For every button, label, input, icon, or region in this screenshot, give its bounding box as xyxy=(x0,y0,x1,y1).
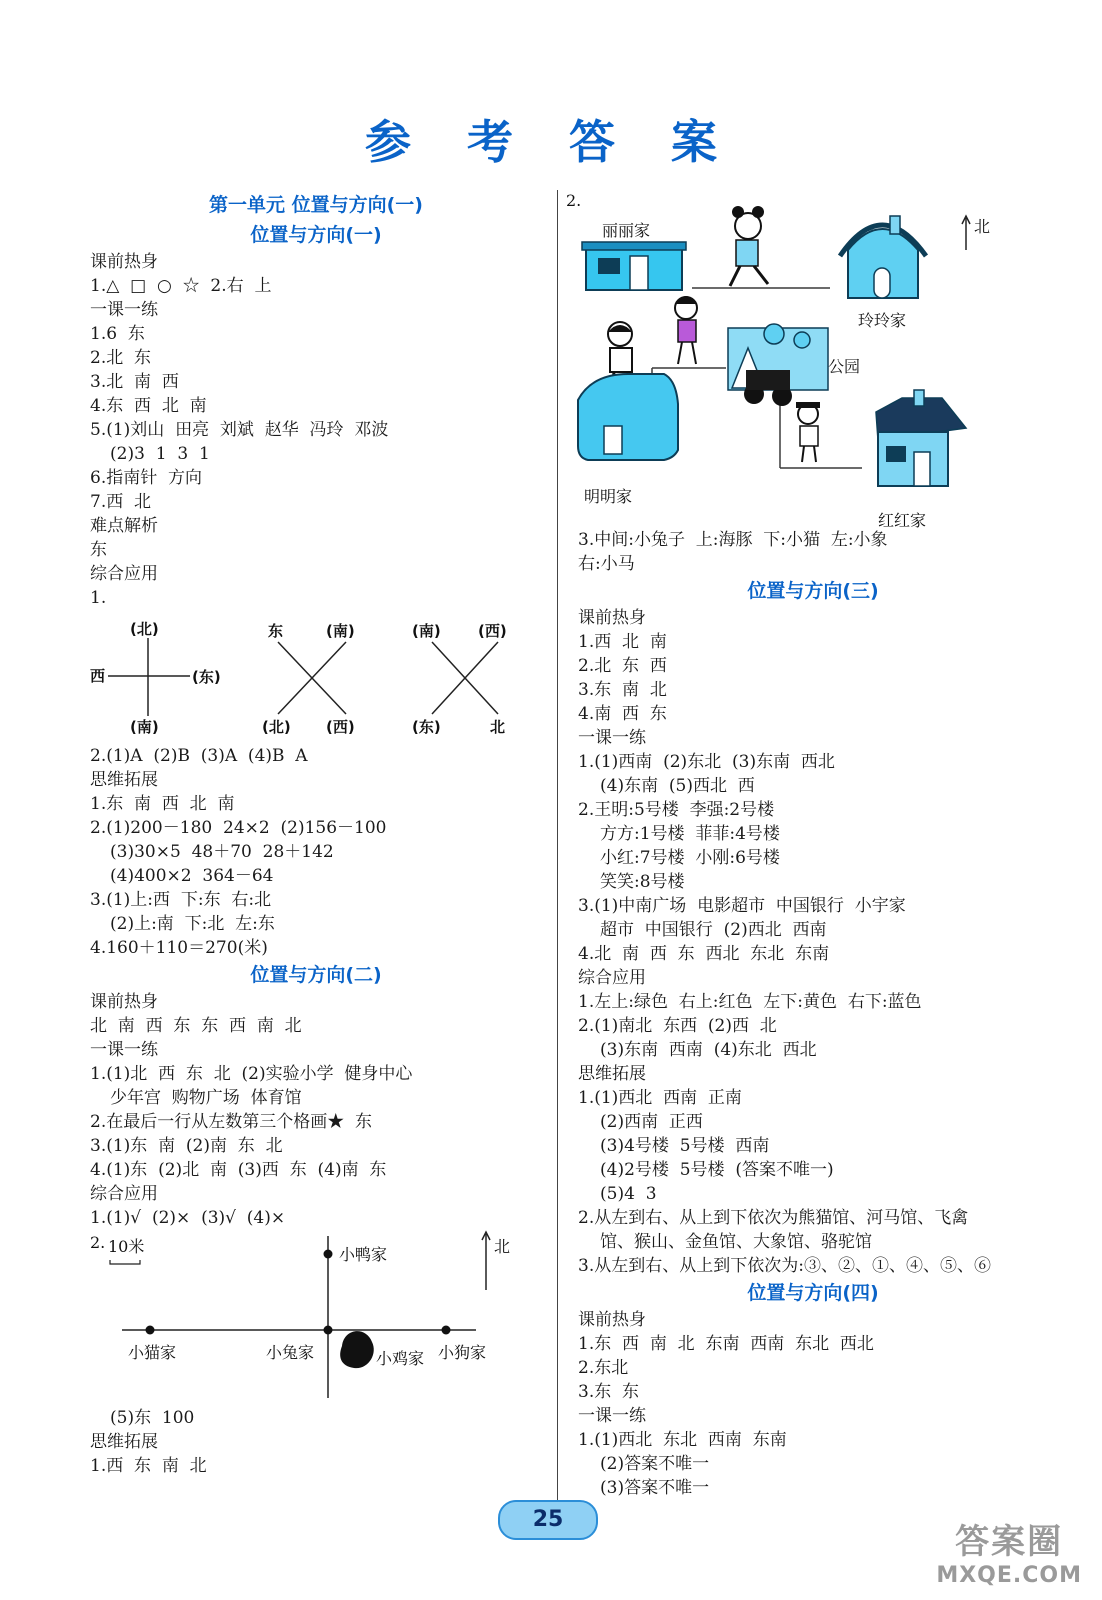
answer-line: (3)30×5 48＋70 28＋142 xyxy=(110,842,334,862)
compass1-east-label: (东) xyxy=(192,668,221,686)
map-figure xyxy=(90,1230,542,1406)
answer-line: 2.(1)南北 东西 (2)西 北 xyxy=(578,1016,777,1036)
answer-line: 2.北 东 xyxy=(90,348,152,368)
answer-line: (4)2号楼 5号楼 (答案不唯一) xyxy=(600,1160,834,1180)
dog-house-label: 小狗家 xyxy=(438,1343,487,1362)
scene-north-label: 北 xyxy=(974,217,991,236)
answer-line: 笑笑:8号楼 xyxy=(600,872,685,892)
duck-house-dot xyxy=(324,1250,333,1259)
mingming-home-label: 明明家 xyxy=(584,487,633,506)
answer-line: 1.(1)西北 东北 西南 东南 xyxy=(578,1430,787,1450)
answer-line: (5)东 100 xyxy=(110,1408,195,1428)
answer-line: (2)西南 正西 xyxy=(600,1112,703,1132)
answer-line: 2.王明:5号楼 李强:2号楼 xyxy=(578,800,775,820)
dog-house-dot xyxy=(442,1326,451,1335)
rabbit-house-label: 小兔家 xyxy=(266,1343,315,1362)
compass3-bottomleft-label: (东) xyxy=(412,718,441,736)
duck-house-label: 小鸭家 xyxy=(339,1245,388,1264)
compass1-north-label: (北) xyxy=(130,620,159,638)
answer-line: 3.中间:小兔子 上:海豚 下:小猫 左:小象 xyxy=(578,530,888,550)
compass-figures xyxy=(90,610,542,744)
answer-line: 1.西 北 南 xyxy=(578,632,667,652)
answer-line: (3)4号楼 5号楼 西南 xyxy=(600,1136,770,1156)
boy-with-cap-icon xyxy=(796,402,820,462)
compass2-topright-label: (南) xyxy=(326,622,355,640)
watermark-bottom-text: MXQE.COM xyxy=(936,1563,1082,1588)
compass1-south-label: (南) xyxy=(130,718,159,736)
chicken-house-blob xyxy=(340,1331,374,1368)
answer-line: 一课一练 xyxy=(90,300,158,320)
answer-line: (4)东南 (5)西北 西 xyxy=(600,776,755,796)
answer-line: 3.(1)上:西 下:东 右:北 xyxy=(90,890,272,910)
answer-line: 馆、猴山、金鱼馆、大象馆、骆驼馆 xyxy=(600,1232,872,1252)
watermark-top-text: 答案圈 xyxy=(955,1522,1064,1562)
cat-house-dot xyxy=(146,1326,155,1335)
lingling-house-icon xyxy=(840,216,926,298)
scene-question-label: 2. xyxy=(566,191,582,210)
town-scene-figure xyxy=(566,190,1048,530)
answer-line: 3.东 南 北 xyxy=(578,680,667,700)
honghong-home-label: 红红家 xyxy=(878,511,927,530)
girl-running-icon xyxy=(730,206,768,286)
answer-line: 1.(1)√ (2)× (3)√ (4)× xyxy=(90,1208,286,1228)
compass1-west-label: 西 xyxy=(90,667,106,685)
answer-line: 1.西 东 南 北 xyxy=(90,1456,207,1476)
answer-line: 综合应用 xyxy=(90,564,158,584)
honghong-house-icon xyxy=(876,390,966,486)
answer-line: 2.北 东 西 xyxy=(578,656,667,676)
girl-standing-icon xyxy=(675,296,697,364)
answer-line: 1.东 南 西 北 南 xyxy=(90,794,235,814)
mingming-house-icon xyxy=(578,374,678,460)
watermark-logo xyxy=(936,1514,1082,1588)
answer-line: 2.(1)200－180 24×2 (2)156－100 xyxy=(90,818,387,838)
lili-house-icon xyxy=(582,242,686,290)
column-divider xyxy=(557,190,558,1505)
answer-line: (2)3 1 3 1 xyxy=(110,444,210,464)
map-scale-label: 10米 xyxy=(108,1237,145,1256)
answer-line: 课前热身 xyxy=(578,1310,646,1330)
page-number: 25 xyxy=(498,1500,598,1540)
answer-line: 少年宫 购物广场 体育馆 xyxy=(110,1088,302,1108)
answer-line: 3.(1)中南广场 电影超市 中国银行 小宇家 xyxy=(578,896,906,916)
park-label: 公园 xyxy=(828,357,861,376)
lingling-home-label: 玲玲家 xyxy=(858,311,907,330)
answer-line: 课前热身 xyxy=(90,992,158,1012)
house-map xyxy=(90,1230,542,1406)
right-column xyxy=(566,190,1048,1500)
section-heading-2: 位置与方向(二) xyxy=(250,964,382,986)
compass3-topleft-label: (南) xyxy=(412,622,441,640)
answer-line: 超市 中国银行 (2)西北 西南 xyxy=(600,920,827,940)
answer-line: 1.(1)西南 (2)东北 (3)东南 西北 xyxy=(578,752,835,772)
answer-line: 1.△ □ ○ ☆ 2.右 上 xyxy=(90,276,272,296)
compass-diagrams xyxy=(90,610,542,744)
answer-line: 2.从左到右、从上到下依次为熊猫馆、河马馆、飞禽 xyxy=(578,1208,969,1228)
answer-line: 4.南 西 东 xyxy=(578,704,667,724)
answer-line: 难点解析 xyxy=(90,516,158,536)
answer-line: 5.(1)刘山 田亮 刘斌 赵华 冯玲 邓波 xyxy=(90,420,389,440)
answer-line: 3.(1)东 南 (2)南 东 北 xyxy=(90,1136,283,1156)
answer-line: 1.左上:绿色 右上:红色 左下:黄色 右下:蓝色 xyxy=(578,992,922,1012)
answer-line: 右:小马 xyxy=(578,554,635,574)
answer-line: 6.指南针 方向 xyxy=(90,468,203,488)
answer-line: 2.(1)A (2)B (3)A (4)B A xyxy=(90,746,308,766)
cat-house-label: 小猫家 xyxy=(128,1343,177,1362)
answer-line: (3)东南 西南 (4)东北 西北 xyxy=(600,1040,817,1060)
chicken-house-label: 小鸡家 xyxy=(376,1349,425,1368)
section-heading-1: 位置与方向(一) xyxy=(250,224,382,246)
answer-line: 1. xyxy=(90,588,107,608)
answer-line: 2.在最后一行从左数第三个格画★ 东 xyxy=(90,1112,373,1132)
answer-line: 课前热身 xyxy=(578,608,646,628)
left-column xyxy=(90,190,542,1478)
answer-line: 一课一练 xyxy=(90,1040,158,1060)
answer-line: (4)400×2 364－64 xyxy=(110,866,274,886)
answer-line: (3)答案不唯一 xyxy=(600,1478,710,1498)
answer-line: 课前热身 xyxy=(90,252,158,272)
page-title: 参 考 答 案 xyxy=(364,115,738,169)
answer-line: (2)答案不唯一 xyxy=(600,1454,710,1474)
park-icon xyxy=(728,324,828,406)
answer-line: 综合应用 xyxy=(578,968,646,988)
answer-line: 1.(1)西北 西南 正南 xyxy=(578,1088,742,1108)
answer-line: 3.从左到右、从上到下依次为:③、②、①、④、⑤、⑥ xyxy=(578,1256,991,1276)
answer-line: 4.北 南 西 东 西北 东北 东南 xyxy=(578,944,830,964)
compass2-topleft-label: 东 xyxy=(268,622,284,640)
answer-line: 综合应用 xyxy=(90,1184,158,1204)
map-question-label: 2. xyxy=(90,1233,106,1252)
section-heading-3: 位置与方向(三) xyxy=(747,580,879,602)
answer-line: 7.西 北 xyxy=(90,492,152,512)
answer-line: 3.东 东 xyxy=(578,1382,640,1402)
answer-line: 3.北 南 西 xyxy=(90,372,179,392)
answer-line: 思维拓展 xyxy=(90,1432,158,1452)
answer-line: 一课一练 xyxy=(578,1406,646,1426)
answer-line: 思维拓展 xyxy=(578,1064,646,1084)
answer-line: 1.6 东 xyxy=(90,324,145,344)
answer-line: 4.东 西 北 南 xyxy=(90,396,207,416)
scale-bar xyxy=(110,1260,140,1264)
rabbit-house-dot xyxy=(324,1326,333,1335)
answer-line: 一课一练 xyxy=(578,728,646,748)
answer-line: (5)4 3 xyxy=(600,1184,657,1204)
answer-line: 4.160＋110＝270(米) xyxy=(90,938,268,958)
compass2-bottomright-label: (西) xyxy=(326,718,355,736)
town-scene xyxy=(566,190,1048,530)
answer-line: (2)上:南 下:北 左:东 xyxy=(110,914,275,934)
compass3-bottomright-label: 北 xyxy=(490,718,506,736)
section-heading-4: 位置与方向(四) xyxy=(747,1282,879,1304)
unit-heading: 第一单元 位置与方向(一) xyxy=(209,194,423,216)
compass3-topright-label: (西) xyxy=(478,622,507,640)
north-label: 北 xyxy=(494,1237,511,1256)
answer-line: 思维拓展 xyxy=(90,770,158,790)
answer-line: 东 xyxy=(90,540,107,560)
answer-line: 小红:7号楼 小刚:6号楼 xyxy=(600,848,780,868)
answer-line: 方方:1号楼 菲菲:4号楼 xyxy=(600,824,780,844)
answer-line: 2.东北 xyxy=(578,1358,629,1378)
answer-line: 4.(1)东 (2)北 南 (3)西 东 (4)南 东 xyxy=(90,1160,387,1180)
answer-line: 1.(1)北 西 东 北 (2)实验小学 健身中心 xyxy=(90,1064,413,1084)
lili-home-label: 丽丽家 xyxy=(602,221,651,240)
answer-line: 1.东 西 南 北 东南 西南 东北 西北 xyxy=(578,1334,874,1354)
answer-line: 北 南 西 东 东 西 南 北 xyxy=(90,1016,302,1036)
compass2-bottomleft-label: (北) xyxy=(262,718,291,736)
